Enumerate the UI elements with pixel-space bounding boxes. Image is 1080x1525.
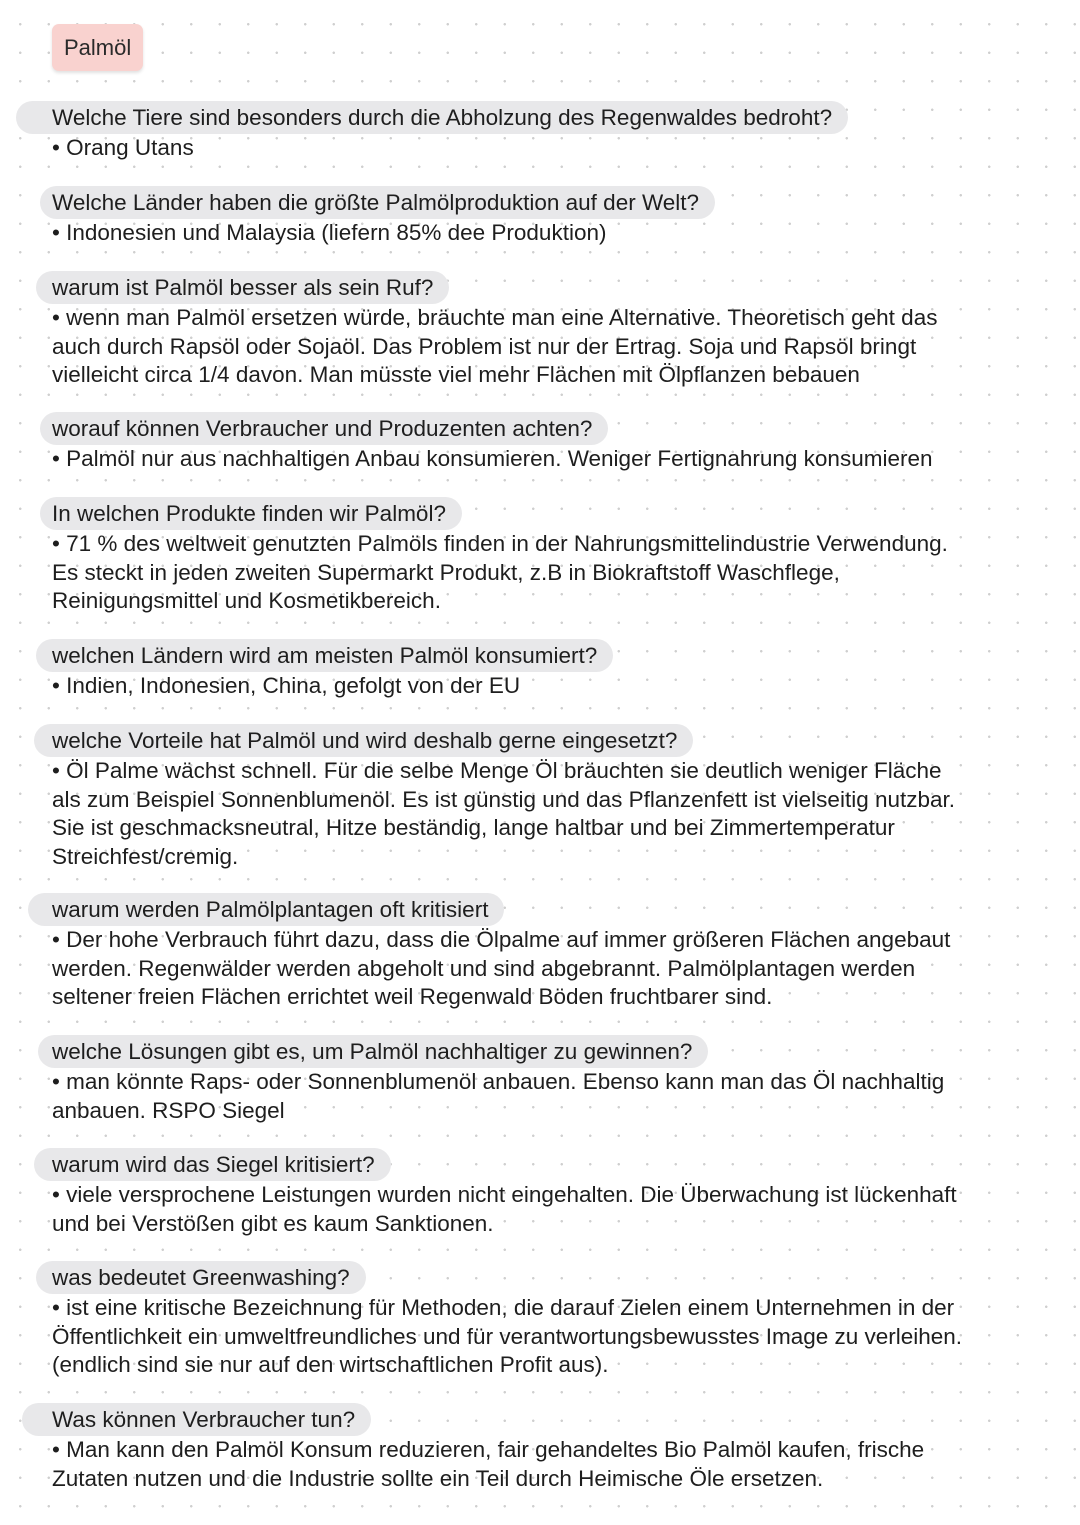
answer-line: Sie ist geschmacksneutral, Hitze beständig, lange haltbar und bei Zimmertemperatur xyxy=(52,815,895,840)
qa-item xyxy=(0,639,1080,701)
answer-text xyxy=(52,304,1052,390)
answer-line: als zum Beispiel Sonnenblumenöl. Es ist günstig und das Pflanzenfett ist vielseitig nutzbar. xyxy=(52,786,956,812)
answer-line: Streichfest/cremig. xyxy=(52,843,239,869)
answer-line: • Öl Palme wächst schnell. Für die selbe Menge Öl bräuchten sie deutlich weniger Fläche xyxy=(52,758,942,783)
question-heading: Welche Länder haben die größte Palmölproduktion auf der Welt? xyxy=(0,186,711,219)
answer-text xyxy=(52,672,1052,701)
question-heading: warum wird das Siegel kritisiert? xyxy=(0,1148,387,1181)
question-heading: worauf können Verbraucher und Produzenten achten? xyxy=(0,412,604,445)
answer-line: auch durch Rapsöl oder Sojaöl. Das Problem ist nur der Ertrag. Soja und Rapsöl bringt xyxy=(52,333,917,359)
answer-line: (endlich sind sie nur auf den wirtschaftlichen Profit aus). xyxy=(52,1352,609,1377)
question-heading: was bedeutet Greenwashing? xyxy=(0,1261,362,1294)
question-heading: Welche Tiere sind besonders durch die Abholzung des Regenwaldes bedroht? xyxy=(0,101,844,134)
answer-text xyxy=(52,757,1052,871)
answer-line: vielleicht circa 1/4 davon. Man müsste viel mehr Flächen mit Ölpflanzen bebauen xyxy=(52,362,860,387)
answer-line: anbauen. RSPO Siegel xyxy=(52,1097,285,1123)
qa-item xyxy=(0,271,1080,390)
question-heading: welchen Ländern wird am meisten Palmöl konsumiert? xyxy=(0,639,609,672)
qa-item xyxy=(0,1035,1080,1125)
answer-text xyxy=(52,1294,1052,1380)
answer-text xyxy=(52,219,1052,248)
qa-item xyxy=(0,412,1080,474)
qa-item xyxy=(0,101,1080,163)
answer-line: • man könnte Raps- oder Sonnenblumenöl anbauen. Ebenso kann man das Öl nachhaltig xyxy=(52,1069,945,1094)
question-heading: Was können Verbraucher tun? xyxy=(0,1403,367,1436)
answer-text xyxy=(52,1436,1052,1493)
question-heading: welche Vorteile hat Palmöl und wird deshalb gerne eingesetzt? xyxy=(0,724,689,757)
answer-line: Zutaten nutzen und die Industrie sollte ein Teil durch Heimische Öle ersetzen. xyxy=(52,1465,824,1491)
answer-text xyxy=(52,530,1052,616)
question-heading: In welchen Produkte finden wir Palmöl? xyxy=(0,497,458,530)
qa-item xyxy=(0,186,1080,248)
qa-item xyxy=(0,497,1080,616)
answer-line: • Man kann den Palmöl Konsum reduzieren, fair gehandeltes Bio Palmöl kaufen, frische xyxy=(52,1437,925,1462)
answer-line: Es steckt in jeden zweiten Supermarkt Produkt, z.B in Biokraftstoff Waschflege, xyxy=(52,559,840,585)
answer-line: werden. Regenwälder werden abgeholt und sind abgebrannt. Palmölplantagen werden xyxy=(52,955,916,981)
answer-line: • Der hohe Verbrauch führt dazu, dass die Ölpalme auf immer größeren Flächen angebaut xyxy=(52,927,951,952)
qa-item xyxy=(0,1261,1080,1380)
answer-line: • Indonesien und Malaysia (liefern 85% dee Produktion) xyxy=(52,220,607,245)
answer-line: • Orang Utans xyxy=(52,135,194,160)
qa-item xyxy=(0,1148,1080,1238)
answer-text xyxy=(52,445,1052,474)
answer-line: • 71 % des weltweit genutzten Palmöls finden in der Nahrungsmittelindustrie Verwendung. xyxy=(52,531,948,556)
answer-line: • ist eine kritische Bezeichnung für Methoden, die darauf Zielen einem Unternehmen in der xyxy=(52,1295,955,1320)
answer-line: Reinigungsmittel und Kosmetikbereich. xyxy=(52,588,441,613)
answer-line: • viele versprochene Leistungen wurden nicht eingehalten. Die Überwachung ist lückenhaft xyxy=(52,1182,957,1207)
answer-text xyxy=(52,134,1052,163)
answer-text xyxy=(52,926,1052,1012)
answer-line: • wenn man Palmöl ersetzen würde, bräuchte man eine Alternative. Theoretisch geht das xyxy=(52,305,938,330)
answer-text xyxy=(52,1181,1052,1238)
answer-line: Öffentlichkeit ein umweltfreundliches und für verantwortungsbewusstes Image zu verleihen. xyxy=(52,1323,963,1349)
page-title: Palmöl xyxy=(52,24,143,71)
answer-line: • Palmöl nur aus nachhaltigen Anbau konsumieren. Weniger Fertignahrung konsumieren xyxy=(52,446,933,471)
qa-item xyxy=(0,724,1080,871)
answer-line: • Indien, Indonesien, China, gefolgt von der EU xyxy=(52,673,521,698)
answer-line: und bei Verstößen gibt es kaum Sanktionen. xyxy=(52,1210,494,1236)
answer-text xyxy=(52,1068,1052,1125)
question-heading: warum ist Palmöl besser als sein Ruf? xyxy=(0,271,445,304)
qa-item xyxy=(0,893,1080,1012)
qa-item xyxy=(0,1403,1080,1493)
question-heading: warum werden Palmölplantagen oft kritisiert xyxy=(0,893,500,926)
question-heading: welche Lösungen gibt es, um Palmöl nachhaltiger zu gewinnen? xyxy=(0,1035,704,1068)
answer-line: seltener freien Flächen errichtet weil Regenwald Böden fruchtbarer sind. xyxy=(52,984,773,1009)
